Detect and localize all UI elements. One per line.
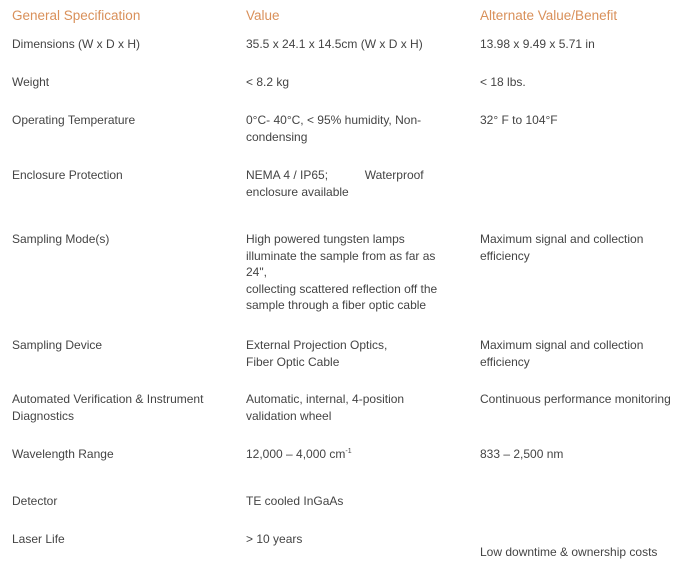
spec-laser-life: Laser Life [12,532,65,546]
alt-dimensions: 13.98 x 9.49 x 5.71 in [480,37,595,51]
spec-wavelength-range: Wavelength Range [12,447,114,461]
alt-wavelength-range: 833 – 2,500 nm [480,447,564,461]
alt-sampling-modes: Maximum signal and collection efficiency [480,232,644,263]
spec-sampling-device: Sampling Device [12,338,103,352]
value-detector: TE cooled InGaAs [246,494,344,508]
sampling-device-line2: Fiber Optic Cable [246,354,340,369]
alt-laser-life: Low downtime & ownership costs [480,545,658,559]
sampling-mode-line1: High powered tungsten lamps illuminate the sample from as far as 24", [246,232,436,279]
spec-operating-temperature: Operating Temperature [12,113,136,127]
alt-weight: < 18 lbs. [480,75,526,89]
enclosure-rating: NEMA 4 / IP65; [246,168,329,182]
wavelength-exponent: -1 [345,448,352,455]
alt-sampling-device: Maximum signal and collection efficiency [480,338,644,369]
value-automated-verification: Automatic, internal, 4-position validation wheel [246,392,405,423]
enclosure-available: enclosure available [246,184,349,199]
value-sampling-device [246,337,468,370]
header-alternate-value: Alternate Value/Benefit [480,8,618,23]
value-laser-life: > 10 years [246,532,303,546]
spec-detector: Detector [12,494,58,508]
alt-automated-verification: Continuous performance monitoring [480,392,671,406]
spec-weight: Weight [12,75,50,89]
value-weight: < 8.2 kg [246,75,290,89]
value-enclosure-protection [246,167,468,200]
value-sampling-modes [246,231,461,314]
header-value: Value [246,8,280,23]
sampling-device-line1: External Projection Optics, [246,338,388,352]
value-operating-temperature: 0°C- 40°C, < 95% humidity, Non-condensing [246,113,422,144]
alt-operating-temperature: 32° F to 104°F [480,113,558,127]
enclosure-waterproof: Waterproof [364,168,424,182]
sampling-mode-line2: collecting scattered reflection off the sample through a fiber optic cable [246,281,438,312]
spec-enclosure-protection: Enclosure Protection [12,168,123,182]
value-dimensions: 35.5 x 24.1 x 14.5cm (W x D x H) [246,37,423,51]
value-wavelength-range [246,446,468,463]
spec-dimensions: Dimensions (W x D x H) [12,37,141,51]
header-general-specification: General Specification [12,8,141,23]
spec-sampling-modes: Sampling Mode(s) [12,232,110,246]
spec-automated-verification: Automated Verification & Instrument Diagnostics [12,392,204,423]
wavelength-value: 12,000 – 4,000 cm [246,447,346,461]
